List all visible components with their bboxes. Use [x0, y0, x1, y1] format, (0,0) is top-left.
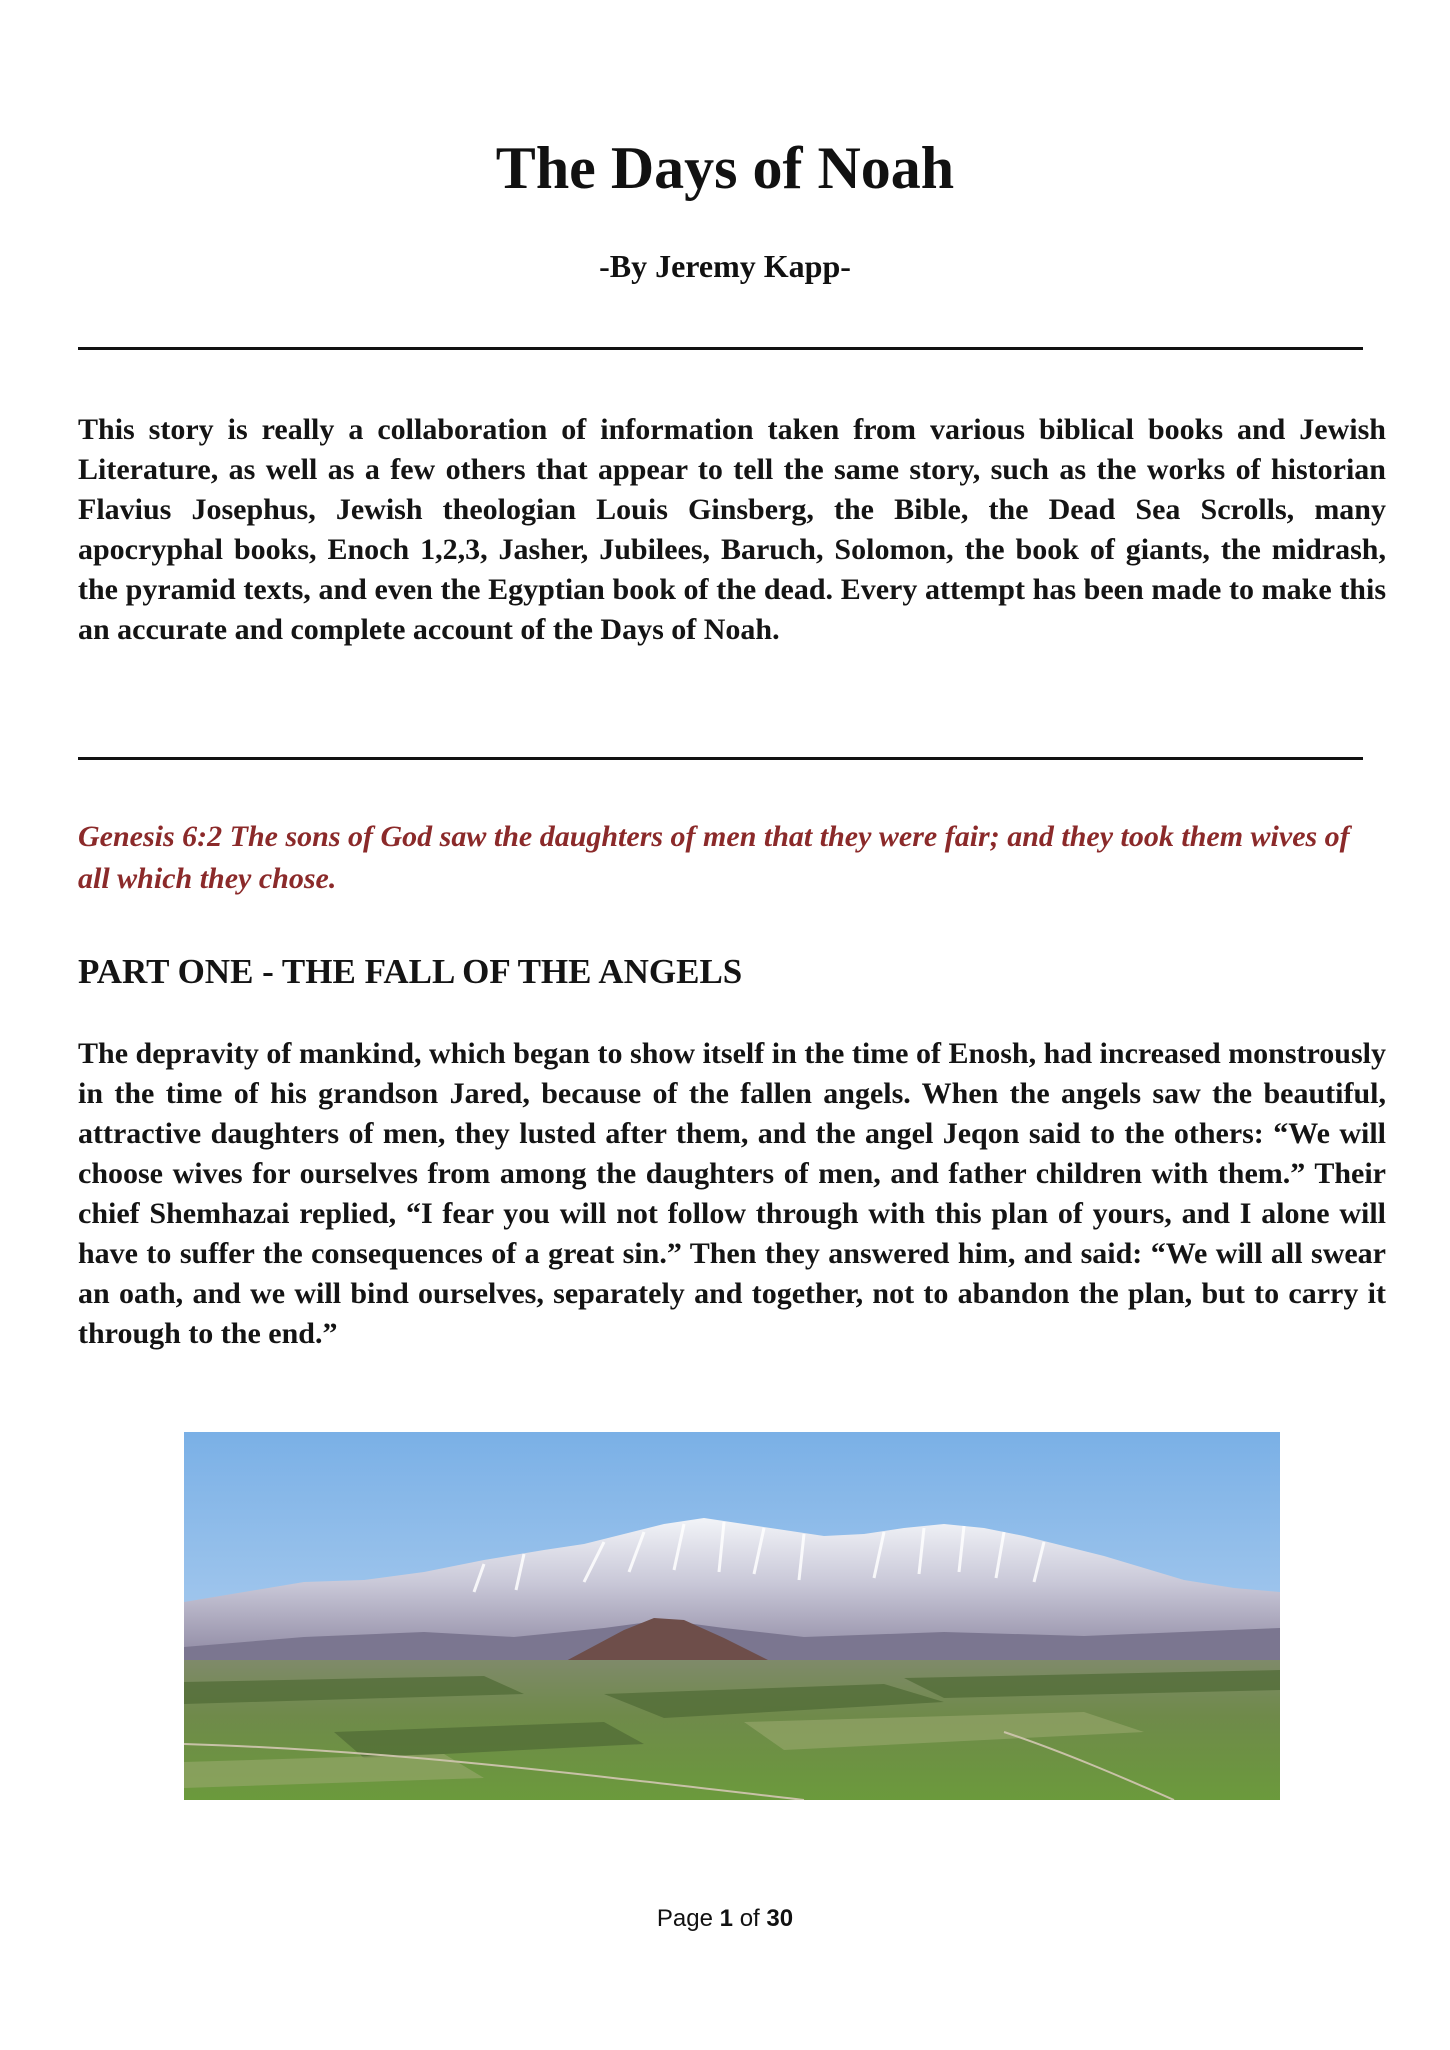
page-footer: [0, 1904, 1450, 1934]
intro-paragraph: This story is really a collaboration of information taken from various biblical books and Jewish Literature, as well as a few others that appear to tell the same story, such as the works of historian Flavius Josephus, Jewish theologian Louis Ginsberg, the Bible, the Dead Sea Scrolls, many apocryphal books, Enoch 1,2,3, Jasher, Jubilees, Baruch, Solomon, the book of giants, the midrash, the pyramid texts, and even the Egyptian book of the dead. Every attempt has been made to make this an accurate and complete account of the Days of Noah.: [78, 413, 1386, 646]
of-label: of: [739, 1905, 760, 1932]
document-title: The Days of Noah: [495, 135, 955, 201]
author-byline: -By Jeremy Kapp-: [599, 248, 851, 284]
scripture-quote: Genesis 6:2 The sons of God saw the daughters of men that they were fair; and they took them wives of all which they chose.: [78, 820, 1350, 895]
body-paragraph: The depravity of mankind, which began to show itself in the time of Enosh, had increased monstrously in the time of his grandson Jared, because of the fallen angels. When the angels saw the beautiful, attractive daughters of men, they lusted after them, and the angel Jeqon said to the others: “We will choose wives for ourselves from among the daughters of men, and father children with them.” Their chief Shemhazai replied, “I fear you will not follow through with this plan of yours, and I alone will have to suffer the consequences of a great sin.” Then they answered him, and said: “We will all swear an oath, and we will bind ourselves, separately and together, not to abandon the plan, but to carry it through to the end.”: [78, 1037, 1386, 1350]
section-heading: PART ONE - THE FALL OF THE ANGELS: [78, 952, 743, 991]
page-label: Page: [656, 1905, 713, 1932]
page-current: 1: [719, 1905, 734, 1932]
horizontal-rule-top: [78, 347, 1363, 350]
page-total: 30: [766, 1905, 794, 1932]
horizontal-rule-bottom: [78, 757, 1363, 760]
mountain-landscape-photo: [184, 1432, 1280, 1800]
